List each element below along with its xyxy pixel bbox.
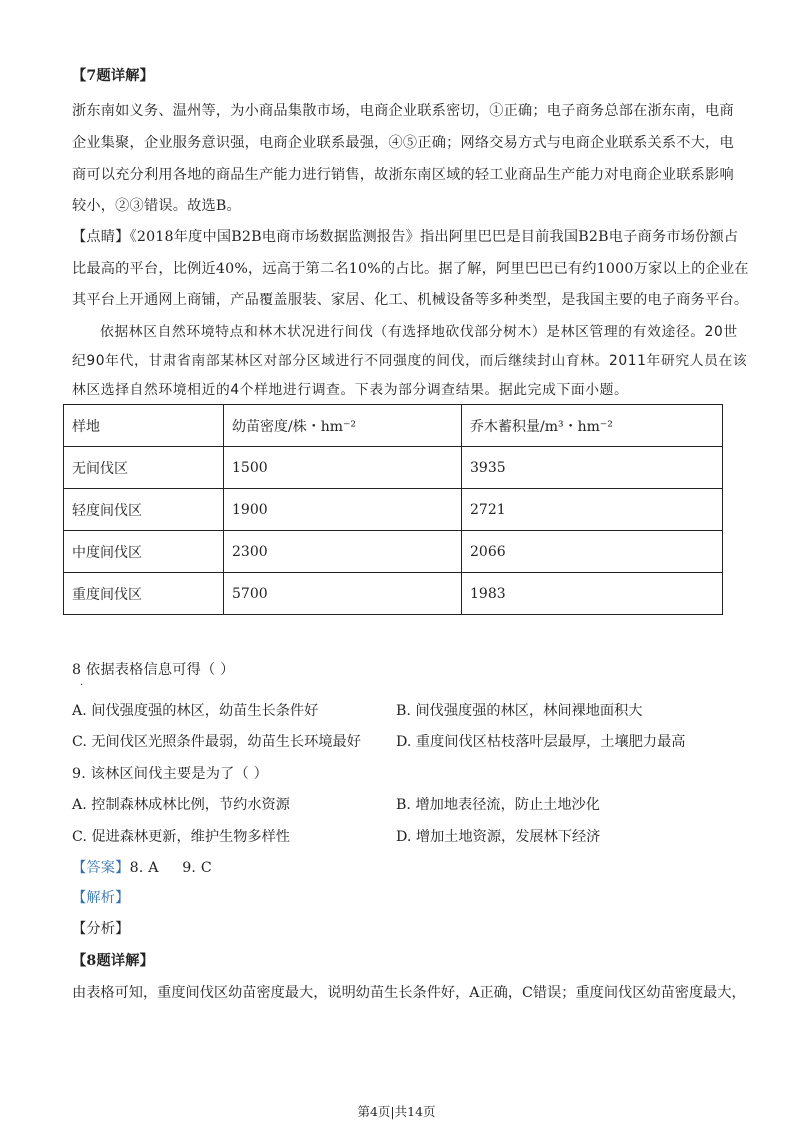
q9-option-c[interactable]: C. 促进森林更新，维护生物多样性 <box>72 829 290 845</box>
table-cell: 3935 <box>462 447 723 489</box>
q8-stem: 8 依据表格信息可得（ ） <box>72 662 235 678</box>
table-cell: 1983 <box>462 573 723 615</box>
q9-stem: 9. 该林区间伐主要是为了（ ） <box>72 766 269 782</box>
q9-option-a[interactable]: A. 控制森林成林比例，节约水资源 <box>72 797 290 813</box>
tip-line-3: 其平台上开通网上商铺，产品覆盖服装、家居、化工、机械设备等多种类型，是我国主要的电子商务平台。 <box>72 292 749 308</box>
table-cell: 中度间伐区 <box>64 531 224 573</box>
table-cell: 1900 <box>224 489 462 531</box>
answer-row <box>72 858 722 878</box>
tip-line-2: 比最高的平台，比例近40%，远高于第二名10%的占比。据了解，阿里巴巴已有约1000万家以上的企业在 <box>72 261 749 277</box>
header-plot: 样地 <box>64 405 224 447</box>
survey-table <box>63 404 723 615</box>
q8-dot: . <box>80 677 84 688</box>
q8-detail-heading: 【8题详解】 <box>72 953 155 969</box>
table-cell: 重度间伐区 <box>64 573 224 615</box>
q8-option-c[interactable]: C. 无间伐区光照条件最弱，幼苗生长环境最好 <box>72 734 361 750</box>
analysis-label: 【解析】 <box>72 890 130 906</box>
header-timber-volume: 乔木蓄积量/m³・hm⁻² <box>462 405 723 447</box>
passage-line-1: 依据林区自然环境特点和林木状况进行间伐（有选择地砍伐部分树木）是林区管理的有效途径。20世 <box>100 324 738 340</box>
table-row <box>64 447 723 489</box>
analysis-sub-label: 【分析】 <box>72 921 130 937</box>
table-row <box>64 489 723 531</box>
table-header-row <box>64 405 723 447</box>
page-number: 第4页|共14页 <box>357 1104 436 1119</box>
q8-option-d[interactable]: D. 重度间伐区枯枝落叶层最厚，土壤肥力最高 <box>396 734 686 750</box>
q7-line-1: 浙东南如义务、温州等，为小商品集散市场，电商企业联系密切，①正确；电子商务总部在浙东南，电商 <box>72 103 734 119</box>
answer-label: 【答案】 <box>72 860 130 876</box>
q9-option-d[interactable]: D. 增加土地资源，发展林下经济 <box>396 829 601 845</box>
q8-detail-line: 由表格可知，重度间伐区幼苗密度最大，说明幼苗生长条件好，A正确，C错误；重度间伐区幼苗密度最大， <box>72 985 746 1001</box>
q7-line-4: 较小，②③错误。故选B。 <box>72 198 241 214</box>
q8-option-b[interactable]: B. 间伐强度强的林区，林间裸地面积大 <box>396 703 643 719</box>
q7-heading: 【7题详解】 <box>72 68 155 84</box>
passage-line-3: 林区选择自然环境相近的4个样地进行调查。下表为部分调查结果。据此完成下面小题。 <box>72 382 629 398</box>
table-cell: 1500 <box>224 447 462 489</box>
table-cell: 2721 <box>462 489 723 531</box>
table-cell: 5700 <box>224 573 462 615</box>
passage-line-2: 纪90年代，甘肃省南部某林区对部分区域进行不同强度的间伐，而后继续封山育林。2011年研究人员在该 <box>72 353 748 369</box>
table-cell: 2300 <box>224 531 462 573</box>
table-cell: 轻度间伐区 <box>64 489 224 531</box>
table-row <box>64 531 723 573</box>
table-row <box>64 573 723 615</box>
q9-option-b[interactable]: B. 增加地表径流，防止土地沙化 <box>396 797 600 813</box>
table-cell: 无间伐区 <box>64 447 224 489</box>
q8-option-a[interactable]: A. 间伐强度强的林区，幼苗生长条件好 <box>72 703 319 719</box>
header-seedling-density: 幼苗密度/株・hm⁻² <box>224 405 462 447</box>
answer-text: 8. A 9. C <box>129 860 212 876</box>
q7-line-3: 商可以充分利用各地的商品生产能力进行销售，故浙东南区域的轻工业商品生产能力对电商企业联系影响 <box>72 167 734 183</box>
table-cell: 2066 <box>462 531 723 573</box>
q7-line-2: 企业集聚，企业服务意识强，电商企业联系最强，④⑤正确；网络交易方式与电商企业联系关系不大，电 <box>72 135 734 151</box>
tip-line-1: 【点睛】《2018年度中国B2B电商市场数据监测报告》指出阿里巴巴是目前我国B2B电子商务市场份额占 <box>72 229 739 245</box>
